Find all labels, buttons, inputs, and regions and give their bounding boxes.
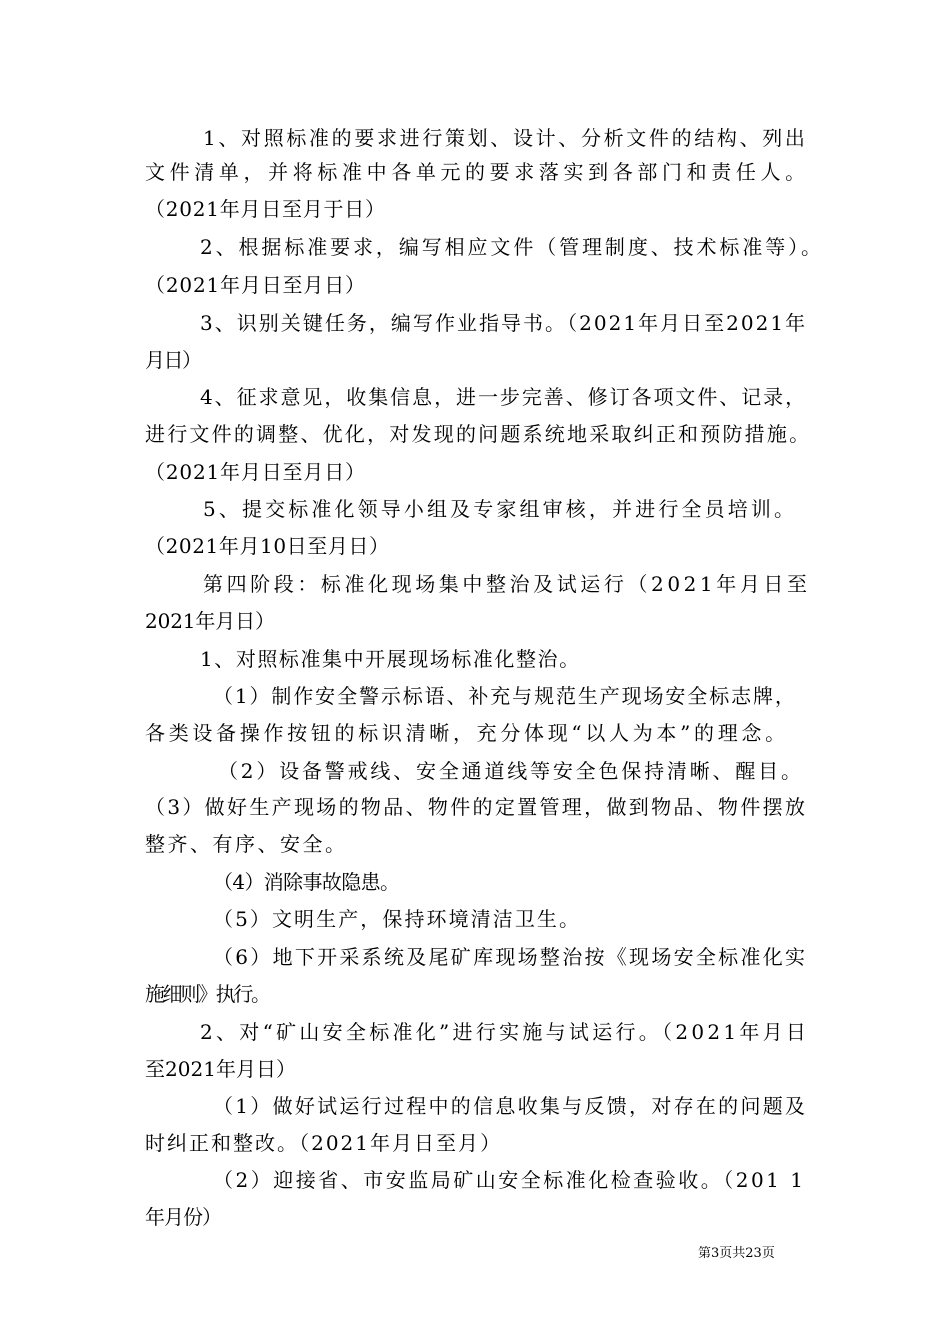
body-line: 整齐、有序、安全。: [145, 832, 348, 856]
body-line: （2）设备警戒线、安全通道线等安全色保持清晰、醒目。: [218, 759, 804, 783]
body-line: 施细则》执行。: [145, 982, 269, 1006]
body-line: 2、根据标准要求，编写相应文件（管理制度、技术标准等）。: [200, 235, 824, 259]
body-line: （2021年月日至月日）: [145, 460, 366, 484]
body-line: 3、识别关键任务，编写作业指导书。（2021年月日至2021年: [200, 311, 808, 335]
body-line: （4）消除事故隐患。: [213, 870, 400, 894]
body-line: （2021年月10日至月日）: [145, 534, 390, 558]
body-line: 4、征求意见，收集信息，进一步完善、修订各项文件、记录，: [200, 385, 808, 409]
body-line: 时纠正和整改。（2021年月日至月）: [145, 1131, 503, 1155]
body-line: （5）文明生产，保持环境清洁卫生。: [213, 907, 582, 931]
body-line: 第四阶段：标准化现场集中整治及试运行（2021年月日至: [203, 572, 811, 596]
body-line: 进行文件的调整、优化，对发现的问题系统地采取纠正和预防措施。: [145, 422, 812, 446]
body-line: （2）迎接省、市安监局矿山安全标准化检查验收。（201 1: [213, 1168, 806, 1192]
body-line: 5、提交标准化领导小组及专家组审核，并进行全员培训。: [203, 497, 798, 521]
body-line: （1）制作安全警示标语、补充与规范生产现场安全标志牌，: [213, 684, 797, 708]
body-line: 文件清单，并将标准中各单元的要求落实到各部门和责任人。: [145, 160, 810, 184]
body-line: 年月份）: [145, 1205, 221, 1229]
body-line: 1、对照标准集中开展现场标准化整治。: [200, 647, 581, 671]
body-line: 2、对“矿山安全标准化”进行实施与试运行。（2021年月日: [200, 1020, 810, 1044]
body-line: （2021年月日至月于日）: [145, 197, 386, 221]
body-line: 1、对照标准的要求进行策划、设计、分析文件的结构、列出: [203, 126, 808, 150]
body-line: （3）做好生产现场的物品、物件的定置管理，做到物品、物件摆放: [145, 795, 808, 819]
body-line: 各类设备操作按钮的标识清晰，充分体现“以人为本”的理念。: [145, 721, 789, 745]
body-line: 月日）: [145, 348, 201, 372]
body-line: （1）做好试运行过程中的信息收集与反馈，对存在的问题及: [213, 1094, 808, 1118]
body-line: （6）地下开采系统及尾矿库现场整治按《现场安全标准化实: [213, 945, 808, 969]
body-line: 2021年月日）: [145, 609, 275, 633]
body-line: 至2021年月日）: [145, 1057, 296, 1081]
page-footer: 第3页共23页: [698, 1246, 775, 1261]
body-line: （2021年月日至月日）: [145, 273, 366, 297]
